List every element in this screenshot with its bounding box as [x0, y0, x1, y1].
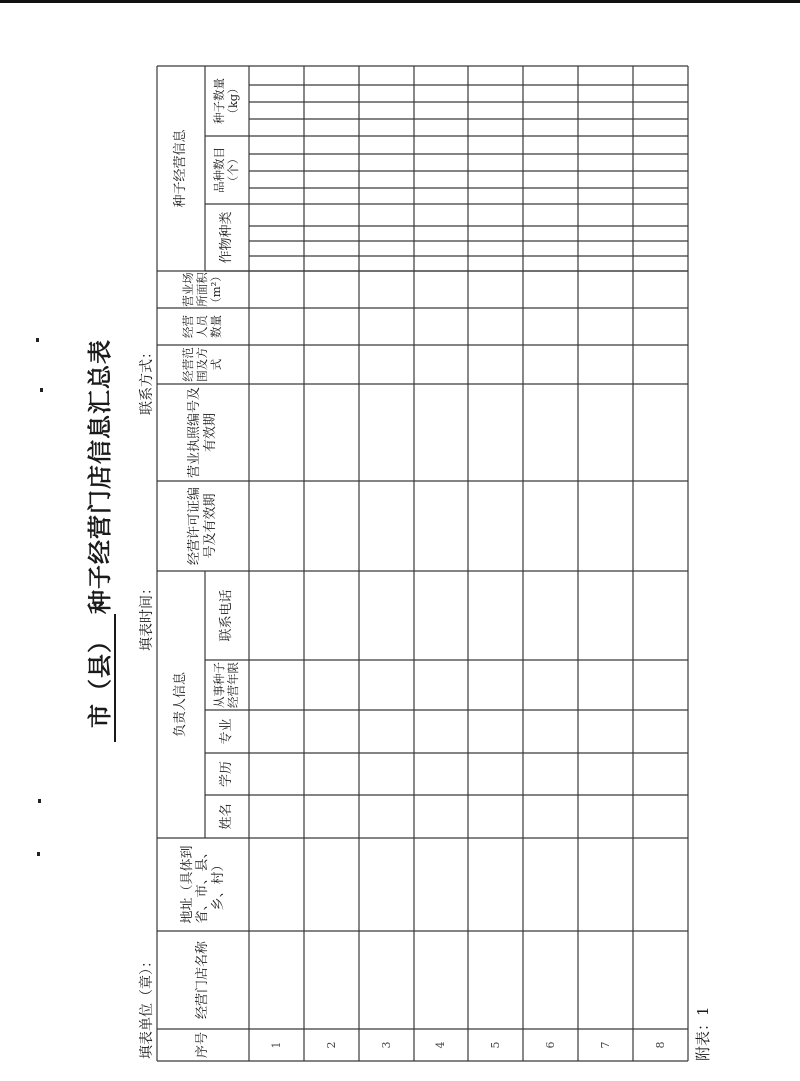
- row-number: 4: [434, 1041, 448, 1049]
- header-license: 经营许可证编号及有效期: [187, 487, 218, 566]
- title-text: 种子经营门店信息汇总表: [85, 339, 114, 614]
- header-person-phone: 联系电话: [219, 589, 235, 642]
- appendix-caption: 附表：1: [694, 1006, 712, 1061]
- header-seed-qty: 种子数量（kg）: [212, 78, 240, 124]
- header-staff: 经营人员数量: [181, 315, 223, 338]
- row-number: 8: [653, 1041, 667, 1049]
- row-number: 7: [598, 1041, 612, 1049]
- header-person-name: 姓名: [219, 803, 235, 830]
- header-person-edu: 学历: [219, 761, 235, 788]
- header-seq: 序号: [195, 1032, 211, 1059]
- row-number: 5: [488, 1041, 502, 1049]
- header-seed-group: 种子经营信息: [173, 129, 189, 208]
- header-crop: 作物种类: [219, 211, 235, 264]
- fill-time-label: 填表时间：: [139, 581, 155, 651]
- header-business-license: 营业执照编号及有效期: [187, 387, 218, 479]
- row-number: 6: [543, 1041, 557, 1049]
- header-address: 地址（具体到省、市、县、乡、村）: [179, 845, 226, 924]
- header-person-major: 专业: [219, 718, 235, 745]
- title-blank: 市（县）: [85, 614, 116, 742]
- row-number: 1: [269, 1041, 283, 1049]
- header-person-years: 从事种子经营年限: [212, 662, 240, 708]
- header-variety-count: 品种数目（个）: [212, 147, 240, 193]
- fill-unit-label: 填表单位（章）：: [139, 954, 155, 1059]
- header-person-group: 负责人信息: [173, 672, 189, 738]
- header-store-name: 经营门店名称: [195, 941, 211, 1020]
- row-number: 2: [324, 1041, 338, 1049]
- row-number: 3: [379, 1041, 393, 1049]
- page-title: [80, 0, 116, 1081]
- contact-label: 联系方式：: [139, 345, 155, 415]
- header-mode: 经营范围及方式: [181, 347, 223, 382]
- header-area: 营业场所面积（m²）: [181, 270, 223, 309]
